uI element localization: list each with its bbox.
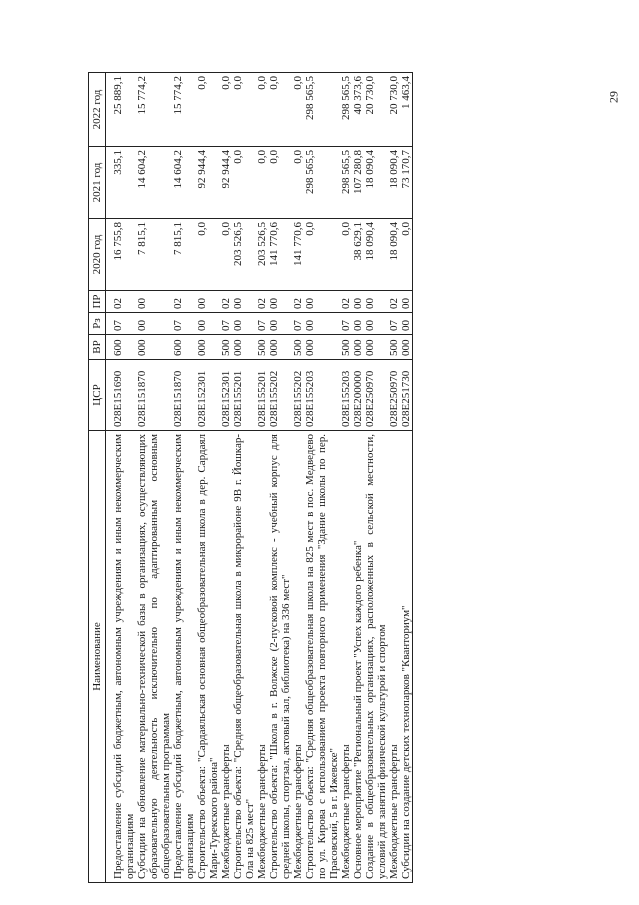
cell-2022: 20 730,0	[364, 73, 388, 147]
cell-2021: 298 565,5	[304, 147, 340, 219]
cell-2021: 18 090,4	[388, 147, 400, 219]
cell-pr: 02	[292, 291, 304, 313]
cell-csr: 028E152301	[220, 360, 232, 431]
cell-rz: 00	[268, 313, 292, 335]
cell-2020: 0,0	[400, 219, 413, 291]
cell-pr: 00	[232, 291, 256, 313]
cell-name: Предоставление субсидий бюджетным, автономным учреждениям и иным некоммерческим организациям	[112, 431, 136, 883]
cell-rz: 00	[136, 313, 172, 335]
cell-2022: 298 565,5	[304, 73, 340, 147]
cell-2021: 107 280,8	[352, 147, 364, 219]
cell-vr: 000	[364, 335, 388, 360]
cell-2020: 0,0	[196, 219, 220, 291]
cell-rz: 07	[292, 313, 304, 335]
cell-name: Межбюджетные трансферты	[388, 431, 400, 883]
header-rz: Рз	[89, 313, 106, 335]
cell-pr: 02	[256, 291, 268, 313]
table-row	[388, 73, 400, 883]
cell-rz: 07	[112, 313, 136, 335]
cell-csr: 028E155202	[268, 360, 292, 431]
cell-name: Межбюджетные трансферты	[340, 431, 352, 883]
cell-vr: 000	[352, 335, 364, 360]
cell-2022: 0,0	[196, 73, 220, 147]
cell-vr: 000	[304, 335, 340, 360]
cell-vr: 600	[112, 335, 136, 360]
cell-2021: 14 604,2	[172, 147, 196, 219]
cell-rz: 07	[388, 313, 400, 335]
cell-2022: 1 463,4	[400, 73, 413, 147]
cell-pr: 00	[352, 291, 364, 313]
header-name: Наименование	[89, 431, 106, 883]
cell-name: Субсидии на обновление материально-технической базы в организациях, осуществляющих образовательную деятельность исключительно по адаптированным основным общеобразовательным программам	[136, 431, 172, 883]
cell-vr: 000	[400, 335, 413, 360]
cell-2020: 18 090,4	[388, 219, 400, 291]
table-row	[268, 73, 292, 883]
table-row	[352, 73, 364, 883]
cell-csr: 028E155201	[256, 360, 268, 431]
header-csr: ЦСР	[89, 360, 106, 431]
cell-pr: 02	[172, 291, 196, 313]
cell-2020: 38 629,1	[352, 219, 364, 291]
cell-pr: 00	[136, 291, 172, 313]
cell-name: Строительство объекта: "Сардаяльская основная общеобразовательная школа в дер. Сардаял Мари-Турекского района"	[196, 431, 220, 883]
cell-vr: 000	[268, 335, 292, 360]
table-row	[136, 73, 172, 883]
cell-rz: 07	[172, 313, 196, 335]
header-pr: ПР	[89, 291, 106, 313]
cell-2022: 298 565,5	[340, 73, 352, 147]
cell-name: Строительство объекта: "Школа в г. Волжске (2-пусковой комплекс - учебный корпус для средней школы, спортзал, актовый зал, библиотека) на 336 мест"	[268, 431, 292, 883]
cell-2022: 0,0	[292, 73, 304, 147]
cell-vr: 500	[220, 335, 232, 360]
cell-2022: 0,0	[220, 73, 232, 147]
table-row	[196, 73, 220, 883]
cell-rz: 00	[232, 313, 256, 335]
cell-pr: 00	[364, 291, 388, 313]
cell-2020: 203 526,5	[232, 219, 256, 291]
cell-2020: 18 090,4	[364, 219, 388, 291]
table-header-row	[89, 73, 106, 883]
cell-rz: 00	[304, 313, 340, 335]
cell-rz: 00	[400, 313, 413, 335]
cell-pr: 02	[340, 291, 352, 313]
cell-name: Предоставление субсидий бюджетным, автономным учреждениям и иным некоммерческим организациям	[172, 431, 196, 883]
rotated-table-container	[88, 73, 553, 883]
cell-name: Субсидии на создание детских технопарков "Кванториум"	[400, 431, 413, 883]
header-vr: ВР	[89, 335, 106, 360]
cell-2022: 20 730,0	[388, 73, 400, 147]
cell-2022: 40 373,6	[352, 73, 364, 147]
cell-csr: 028E151690	[112, 360, 136, 431]
cell-csr: 028E152301	[196, 360, 220, 431]
cell-2020: 141 770,6	[292, 219, 304, 291]
cell-2021: 0,0	[292, 147, 304, 219]
cell-vr: 000	[196, 335, 220, 360]
header-2022: 2022 год	[89, 73, 106, 147]
cell-vr: 500	[340, 335, 352, 360]
cell-vr: 500	[256, 335, 268, 360]
header-2021: 2021 год	[89, 147, 106, 219]
cell-rz: 00	[364, 313, 388, 335]
cell-csr: 028E155201	[232, 360, 256, 431]
cell-pr: 02	[220, 291, 232, 313]
cell-csr: 028E155203	[304, 360, 340, 431]
cell-name: Межбюджетные трансферты	[292, 431, 304, 883]
table-row	[340, 73, 352, 883]
cell-rz: 07	[256, 313, 268, 335]
cell-csr: 028E200000	[352, 360, 364, 431]
cell-csr: 028E250970	[388, 360, 400, 431]
cell-2020: 0,0	[220, 219, 232, 291]
cell-csr: 028E151870	[136, 360, 172, 431]
cell-pr: 00	[400, 291, 413, 313]
cell-2021: 92 944,4	[196, 147, 220, 219]
cell-name: Межбюджетные трансферты	[220, 431, 232, 883]
cell-vr: 000	[232, 335, 256, 360]
cell-csr: 028E251730	[400, 360, 413, 431]
table-row	[304, 73, 340, 883]
cell-2020: 7 815,1	[172, 219, 196, 291]
cell-2021: 14 604,2	[136, 147, 172, 219]
cell-2022: 25 889,1	[112, 73, 136, 147]
table-row	[292, 73, 304, 883]
table-row	[364, 73, 388, 883]
cell-name: Строительство объекта: "Средняя общеобразовательная школа на 825 мест в пос. Медведево по ул. Кирова с использованием проекта повторного применения "Здание школы по пер. Прасовский, 5 в г. Ижевске"	[304, 431, 340, 883]
cell-2022: 0,0	[232, 73, 256, 147]
cell-csr: 028E155203	[340, 360, 352, 431]
cell-vr: 500	[292, 335, 304, 360]
table-row	[172, 73, 196, 883]
cell-2020: 16 755,8	[112, 219, 136, 291]
table-row	[256, 73, 268, 883]
cell-csr: 028E155202	[292, 360, 304, 431]
cell-name: Создание в общеобразовательных организациях, расположенных в сельской местности, условий для занятий физической культурой и спортом	[364, 431, 388, 883]
cell-name: Основное мероприятие "Региональный проект "Успех каждого ребенка"	[352, 431, 364, 883]
cell-2021: 0,0	[232, 147, 256, 219]
cell-2021: 92 944,4	[220, 147, 232, 219]
cell-2020: 0,0	[304, 219, 340, 291]
cell-rz: 07	[220, 313, 232, 335]
cell-csr: 028E250970	[364, 360, 388, 431]
cell-2021: 73 170,7	[400, 147, 413, 219]
cell-2020: 0,0	[340, 219, 352, 291]
cell-pr: 00	[196, 291, 220, 313]
cell-2021: 335,1	[112, 147, 136, 219]
table-row	[232, 73, 256, 883]
cell-2022: 15 774,2	[136, 73, 172, 147]
cell-vr: 600	[172, 335, 196, 360]
cell-2021: 18 090,4	[364, 147, 388, 219]
table-row	[220, 73, 232, 883]
budget-table	[88, 72, 413, 883]
cell-name: Строительство объекта: "Средняя общеобразовательная школа в микрорайоне 9В г. Йошкар-Ола на 825 мест"	[232, 431, 256, 883]
cell-csr: 028E151870	[172, 360, 196, 431]
cell-2020: 203 526,5	[256, 219, 268, 291]
cell-2020: 141 770,6	[268, 219, 292, 291]
cell-pr: 02	[112, 291, 136, 313]
cell-2022: 0,0	[256, 73, 268, 147]
cell-2021: 298 565,5	[340, 147, 352, 219]
cell-2022: 0,0	[268, 73, 292, 147]
cell-name: Межбюджетные трансферты	[256, 431, 268, 883]
cell-pr: 02	[388, 291, 400, 313]
cell-2020: 7 815,1	[136, 219, 172, 291]
table-row	[112, 73, 136, 883]
cell-2021: 0,0	[268, 147, 292, 219]
header-2020: 2020 год	[89, 219, 106, 291]
cell-pr: 00	[268, 291, 292, 313]
cell-vr: 000	[136, 335, 172, 360]
cell-pr: 00	[304, 291, 340, 313]
cell-rz: 07	[340, 313, 352, 335]
cell-rz: 00	[196, 313, 220, 335]
cell-2021: 0,0	[256, 147, 268, 219]
cell-rz: 00	[352, 313, 364, 335]
table-row	[400, 73, 413, 883]
page-number: 29	[606, 91, 621, 103]
cell-2022: 15 774,2	[172, 73, 196, 147]
cell-vr: 500	[388, 335, 400, 360]
